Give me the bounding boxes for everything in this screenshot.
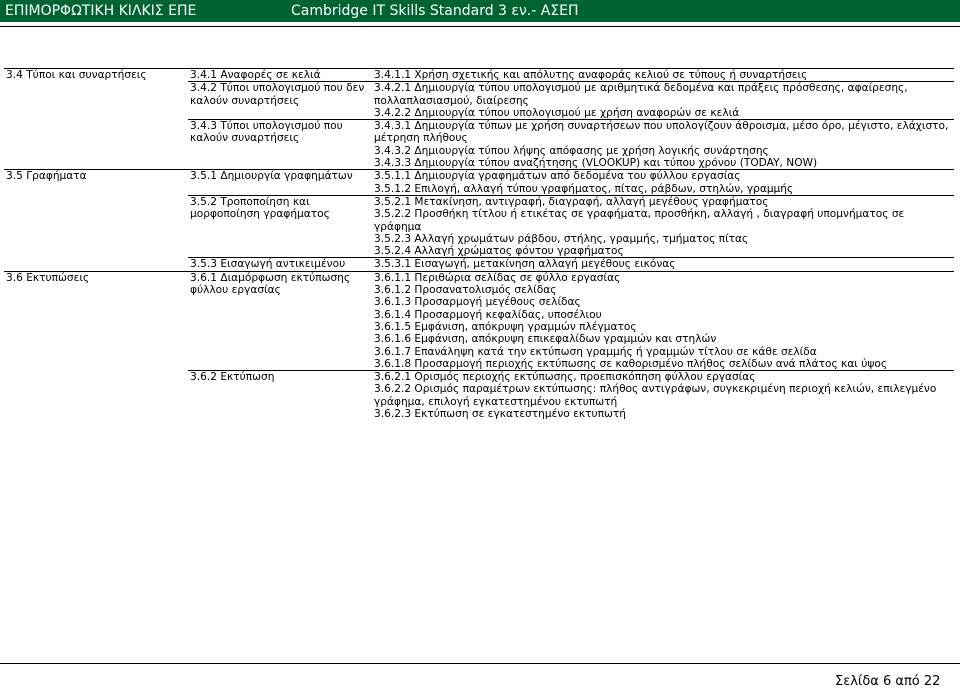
objectives-cell xyxy=(372,258,954,271)
objectives-cell xyxy=(372,371,954,421)
objective-item: 3.4.2.1 Δημιουργία τύπου υπολογισμού με αριθμητικά δεδομένα και πράξεις πρόσθεσης, αφαίρεσης, πολλαπλασιασμού, διαίρεσης xyxy=(374,82,908,107)
objective-item: 3.5.2.3 Αλλαγή χρωμάτων ράβδου, στήλης, γραμμής, τμήματος πίτας xyxy=(374,232,749,245)
objective-item: 3.5.1.1 Δημιουργία γραφημάτων από δεδομένα του φύλλου εργασίας xyxy=(374,170,741,183)
section-cell xyxy=(4,120,188,170)
objectives-cell xyxy=(372,69,954,82)
table-row xyxy=(4,120,954,170)
objective-item: 3.5.2.1 Μετακίνηση, αντιγραφή, διαγραφή, αλλαγή μεγέθους γραφήματος xyxy=(374,195,769,208)
objectives-cell xyxy=(372,82,954,120)
table-row xyxy=(4,271,954,370)
objective-item: 3.4.3.2 Δημιουργία τύπου λήψης απόφασης με χρήση λογικής συνάρτησης xyxy=(374,144,769,157)
subsection-cell: 3.5.1 Δημιουργία γραφημάτων xyxy=(188,170,372,196)
objective-item: 3.6.1.4 Προσαρμογή κεφαλίδας, υποσέλιου xyxy=(374,308,602,321)
subsection-cell: 3.6.2 Εκτύπωση xyxy=(188,371,372,421)
objective-item: 3.6.1.1 Περιθώρια σελίδας σε φύλλο εργασίας xyxy=(374,271,621,284)
footer-rule xyxy=(0,663,960,664)
subsection-cell: 3.4.2 Τύποι υπολογισμού που δεν καλούν συναρτήσεις xyxy=(188,82,372,120)
objectives-cell xyxy=(372,120,954,170)
syllabus-table xyxy=(4,68,954,420)
section-cell: 3.4 Τύποι και συναρτήσεις xyxy=(4,69,188,82)
objective-item: 3.5.2.4 Αλλαγή χρώματος φόντου γραφήματος xyxy=(374,245,624,258)
section-cell xyxy=(4,371,188,421)
table-row xyxy=(4,195,954,257)
section-cell: 3.6 Εκτυπώσεις xyxy=(4,271,188,370)
objective-item: 3.6.1.5 Εμφάνιση, απόκρυψη γραμμών πλέγματος xyxy=(374,320,637,333)
objective-item: 3.6.2.2 Ορισμός παραμέτρων εκτύπωσης: πλήθος αντιγράφων, συγκεκριμένη περιοχή κελιών, επιλεγμένο γράφημα, επιλογή εγκατεστημένου εκτυπωτή xyxy=(374,383,937,408)
objective-item: 3.6.2.3 Εκτύπωση σε εγκατεστημένο εκτυπωτή xyxy=(374,408,626,421)
objective-item: 3.6.1.3 Προσαρμογή μεγέθους σελίδας xyxy=(374,296,581,309)
objective-item: 3.4.3.3 Δημιουργία τύπου αναζήτησης (VLOOKUP) και τύπου χρόνου (TODAY, NOW) xyxy=(374,157,818,170)
table-row xyxy=(4,258,954,271)
objective-item: 3.6.1.6 Εμφάνιση, απόκρυψη επικεφαλίδων γραμμών και στηλών xyxy=(374,333,717,346)
subsection-cell: 3.4.1 Αναφορές σε κελιά xyxy=(188,69,372,82)
section-cell xyxy=(4,82,188,120)
objective-item: 3.6.1.7 Επανάληψη κατά την εκτύπωση γραμμής ή γραμμών τίτλου σε κάθε σελίδα xyxy=(374,345,817,358)
page-number: Σελίδα 6 από 22 xyxy=(835,674,941,689)
objectives-cell xyxy=(372,195,954,257)
objective-item: 3.4.2.2 Δημιουργία τύπου υπολογισμού με χρήση αναφορών σε κελιά xyxy=(374,106,740,119)
objective-item: 3.5.3.1 Εισαγωγή, μετακίνηση αλλαγή μεγέθους εικόνας xyxy=(374,258,676,271)
objective-item: 3.4.1.1 Χρήση σχετικής και απόλυτης αναφοράς κελιού σε τύπους ή συναρτήσεις xyxy=(374,69,808,81)
table-row xyxy=(4,170,954,196)
objective-item: 3.6.1.8 Προσαρμογή περιοχής εκτύπωσης σε καθορισμένο πλήθος σελίδων ανά πλάτος και ύψος xyxy=(374,357,888,370)
subsection-cell: 3.6.1 Διαμόρφωση εκτύπωσης φύλλου εργασίας xyxy=(188,271,372,370)
objectives-cell xyxy=(372,271,954,370)
subsection-cell: 3.4.3 Τύποι υπολογισμού που καλούν συναρτήσεις xyxy=(188,120,372,170)
page-header xyxy=(0,0,960,22)
section-cell xyxy=(4,195,188,257)
objective-item: 3.6.1.2 Προσανατολισμός σελίδας xyxy=(374,284,557,297)
objective-item: 3.6.2.1 Ορισμός περιοχής εκτύπωσης, προεπισκόπηση φύλλου εργασίας xyxy=(374,371,756,384)
section-cell: 3.5 Γραφήματα xyxy=(4,170,188,196)
section-cell xyxy=(4,258,188,271)
objectives-cell xyxy=(372,170,954,196)
objective-item: 3.5.1.2 Επιλογή, αλλαγή τύπου γραφήματος, πίτας, ράβδων, στηλών, γραμμής xyxy=(374,182,794,195)
header-company-name: ΕΠΙΜΟΡΦΩΤΙΚΗ ΚΙΛΚΙΣ ΕΠΕ xyxy=(5,3,197,19)
table-row xyxy=(4,82,954,120)
subsection-cell: 3.5.2 Τροποποίηση και μορφοποίηση γραφήματος xyxy=(188,195,372,257)
table-row xyxy=(4,371,954,421)
table-row xyxy=(4,69,954,82)
objective-item: 3.5.2.2 Προσθήκη τίτλου ή ετικέτας σε γραφήματα, προσθήκη, αλλαγή , διαγραφή υπομνήματος σε γράφημα xyxy=(374,208,905,233)
header-rule xyxy=(0,26,960,27)
subsection-cell: 3.5.3 Εισαγωγή αντικειμένου xyxy=(188,258,372,271)
objective-item: 3.4.3.1 Δημιουργία τύπων με χρήση συναρτήσεων που υπολογίζουν άθροισμα, μέσο όρο, μέγιστο, ελάχιστο, μέτρηση πλήθους xyxy=(374,120,949,145)
header-course-title: Cambridge IT Skills Standard 3 εν.- ΑΣΕΠ xyxy=(291,3,579,19)
